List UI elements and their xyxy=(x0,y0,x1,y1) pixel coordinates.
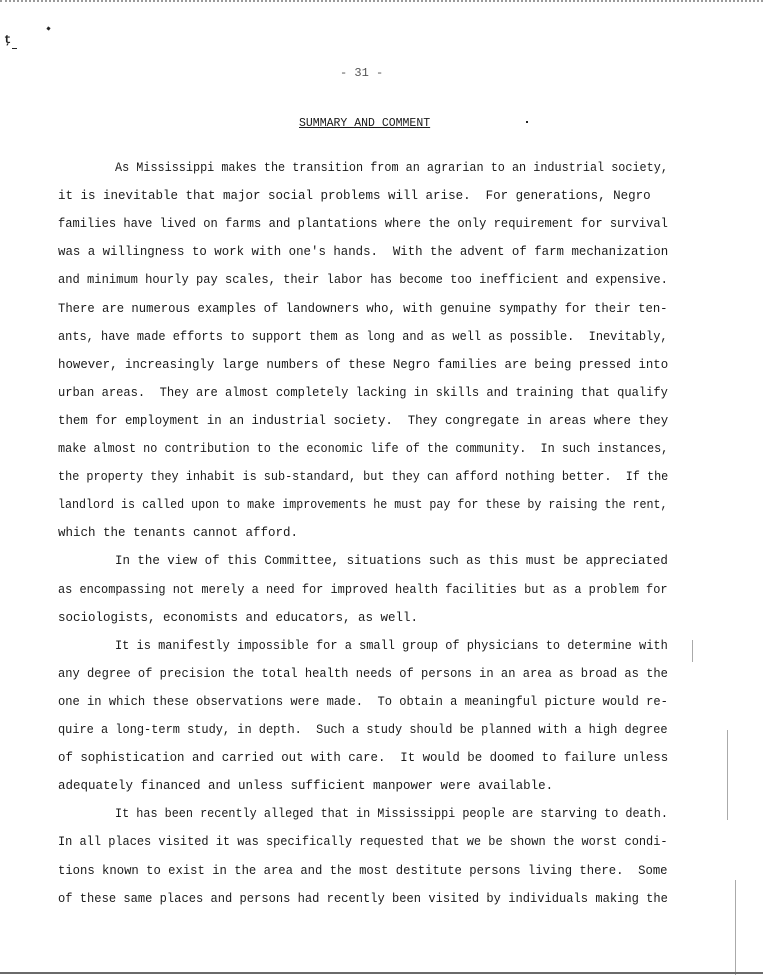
text-line: tions known to exist in the area and the most destitute persons living there. Some xyxy=(58,863,668,878)
text-line: make almost no contribution to the economic life of the community. In such instances, xyxy=(58,442,669,456)
text-line: which the tenants cannot afford. xyxy=(58,526,299,541)
text-line: it is inevitable that major social problems will arise. For generations, Negro xyxy=(58,189,651,204)
text-line: It is manifestly impossible for a small group of physicians to determine with xyxy=(115,638,668,653)
page-bottom-border xyxy=(0,972,763,974)
text-line: sociologists, economists and educators, as well. xyxy=(58,610,419,625)
text-line: urban areas. They are almost completely lacking in skills and training that qualify xyxy=(58,385,668,400)
text-line: families have lived on farms and plantations where the only requirement for survival xyxy=(58,217,668,232)
text-line: them for employment in an industrial society. They congregate in areas where they xyxy=(58,413,669,428)
section-heading: SUMMARY AND COMMENT xyxy=(299,117,431,130)
text-line: There are numerous examples of landowners who, with genuine sympathy for their ten- xyxy=(58,301,668,316)
page-number: - 31 - xyxy=(340,66,384,80)
text-line: quire a long-term study, in depth. Such a study should be planned with a high degree xyxy=(58,723,668,737)
text-line: ants, have made efforts to support them as long and as well as possible. Inevitably, xyxy=(58,329,668,344)
scan-speck xyxy=(46,26,50,30)
text-line: It has been recently alleged that in Mississippi people are starving to death. xyxy=(115,807,668,822)
text-line: In the view of this Committee, situations such as this must be appreciated xyxy=(115,554,668,569)
text-line: As Mississippi makes the transition from an agrarian to an industrial society, xyxy=(115,161,668,175)
text-line: of these same places and persons had recently been visited by individuals making the xyxy=(58,891,668,906)
text-line: of sophistication and carried out with care. It would be doomed to failure unless xyxy=(58,751,669,766)
text-line: one in which these observations were made. To obtain a meaningful picture would re- xyxy=(58,694,668,709)
margin-rule xyxy=(727,730,728,820)
scan-speck xyxy=(526,121,528,123)
text-line: was a willingness to work with one's hands. With the advent of farm mechanization xyxy=(58,245,669,260)
text-line: as encompassing not merely a need for improved health facilities but as a problem for xyxy=(58,582,668,597)
text-line: however, increasingly large numbers of these Negro families are being pressed into xyxy=(58,357,669,372)
margin-rule xyxy=(692,640,693,662)
text-line: any degree of precision the total health needs of persons in an area as broad as the xyxy=(58,666,668,681)
text-line: the property they inhabit is sub-standard, but they can afford nothing better. If the xyxy=(58,470,669,485)
text-line: In all places visited it was specifically requested that we be shown the worst condi- xyxy=(58,835,668,850)
text-line: and minimum hourly pay scales, their labor has become too inefficient and expensive. xyxy=(58,273,668,288)
scan-speck xyxy=(12,48,17,49)
text-line: adequately financed and unless sufficient manpower were available. xyxy=(58,779,554,794)
margin-mark: ţ xyxy=(4,33,12,47)
margin-rule xyxy=(735,880,736,975)
page-top-border xyxy=(0,0,763,2)
text-line: landlord is called upon to make improvements he must pay for these by raising the rent, xyxy=(58,498,668,513)
